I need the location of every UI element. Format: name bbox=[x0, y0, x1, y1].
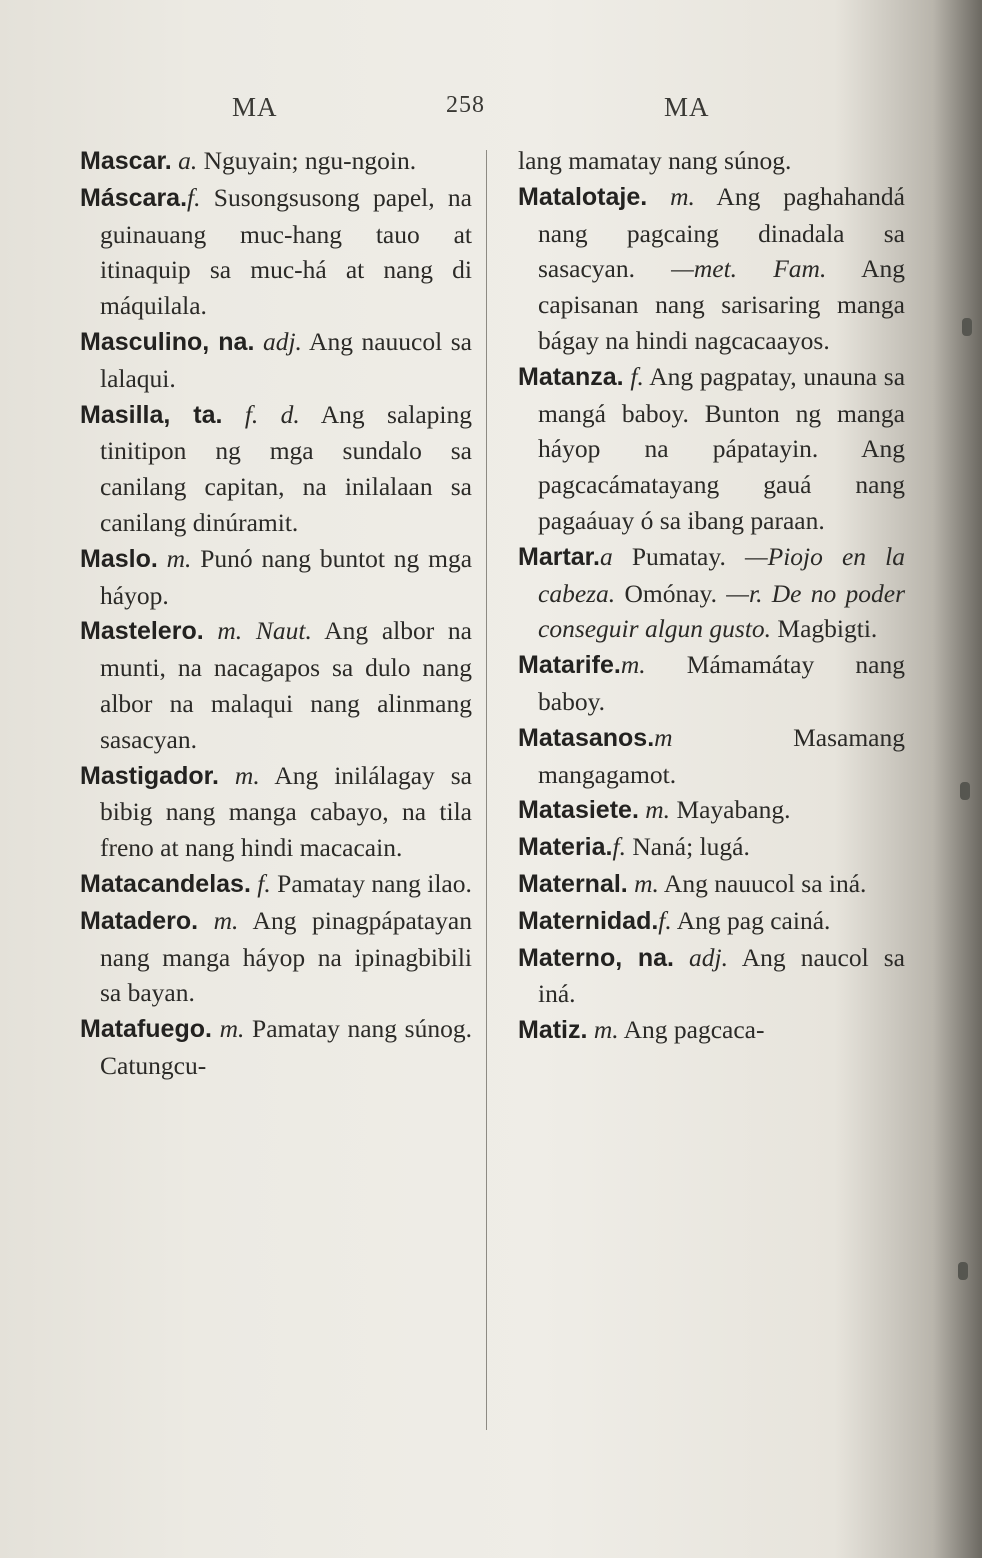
grammar-abbr: f. bbox=[257, 868, 271, 898]
grammar-abbr: m. bbox=[593, 1015, 619, 1045]
binding-mark bbox=[958, 1262, 968, 1280]
dictionary-entry bbox=[510, 359, 905, 539]
grammar-abbr: m. bbox=[166, 543, 192, 573]
grammar-abbr: a. bbox=[178, 146, 198, 175]
headword: Matasiete. bbox=[518, 796, 639, 825]
definition: Ang albor na munti, na nacagapos sa dulo nang albor na malaqui nang alinmang sasacyan. bbox=[100, 616, 472, 754]
definition: Mayabang. bbox=[676, 795, 791, 825]
grammar-abbr: —met. Fam. bbox=[671, 254, 827, 284]
dictionary-entry bbox=[510, 792, 905, 829]
grammar-abbr: m. bbox=[670, 181, 695, 211]
grammar-abbr: m. bbox=[219, 1014, 245, 1044]
page-number: 258 bbox=[446, 92, 485, 118]
dictionary-entry bbox=[510, 179, 905, 359]
binding-mark bbox=[962, 318, 972, 336]
grammar-abbr: —Piojo en la cabeza. bbox=[538, 541, 906, 608]
entry-continuation: lang mamatay nang súnog. bbox=[518, 146, 792, 175]
definition: Pumatay. bbox=[631, 541, 726, 571]
headword: Matalotaje. bbox=[518, 182, 648, 211]
grammar-abbr: f. d. bbox=[244, 399, 300, 429]
dictionary-entry bbox=[72, 324, 472, 397]
dictionary-entry bbox=[72, 866, 472, 903]
grammar-abbr: adj. bbox=[262, 326, 302, 356]
dictionary-entry bbox=[72, 541, 472, 614]
definition: Mámamátay nang baboy. bbox=[538, 650, 905, 716]
right-column bbox=[510, 143, 905, 1049]
definition: Ang paghahandá nang pagcaing dinadala sa sasacyan. bbox=[538, 181, 905, 284]
headword: Mastelero. bbox=[80, 617, 204, 646]
headword: Mascar. bbox=[80, 147, 172, 175]
headword: Masilla, ta. bbox=[80, 400, 223, 429]
definition: Susongsusong papel, na guinauang muc-hang tauo at itinaquip sa muc-há at nang di máquilala. bbox=[100, 182, 472, 321]
dictionary-entry bbox=[510, 866, 905, 903]
headword: Mastigador. bbox=[80, 761, 219, 790]
definition: Ang salaping tinitipon ng mga sundalo sa canilang capitan, na inilalaan sa canilang dinúramit. bbox=[100, 399, 472, 537]
dictionary-entry bbox=[510, 647, 905, 720]
definition: Punó nang buntot ng mga háyop. bbox=[100, 543, 473, 610]
definition: Magbigti. bbox=[777, 614, 878, 644]
grammar-abbr: m. bbox=[634, 868, 659, 898]
dictionary-entry bbox=[510, 903, 905, 940]
grammar-abbr: adj. bbox=[689, 942, 729, 972]
running-head-left: MA bbox=[232, 92, 278, 122]
headword: Masculino, na. bbox=[80, 327, 255, 356]
grammar-abbr: f. bbox=[630, 361, 644, 391]
grammar-abbr: m. bbox=[645, 795, 671, 825]
definition: Masamang mangagamot. bbox=[538, 722, 905, 789]
left-column bbox=[72, 143, 472, 1084]
definition: Ang inilálagay sa bibig nang manga cabayo, na tila freno at nang hindi macacain. bbox=[100, 760, 473, 863]
dictionary-entry bbox=[510, 940, 905, 1013]
headword: Materno, na. bbox=[518, 943, 674, 972]
definition: Naná; lugá. bbox=[632, 832, 750, 862]
definition: Ang pagpatay, unauna sa mangá baboy. Bunton ng manga háyop na pápatayin. Ang pagcacámatayang gauá nang pagaáuay ó sa ibang paraan. bbox=[538, 361, 906, 535]
headword: Matiz. bbox=[518, 1016, 588, 1045]
definition: Ang capisanan nang sarisaring manga bágay na hindi nagcacaayos. bbox=[538, 254, 906, 355]
dictionary-entry bbox=[72, 613, 472, 757]
dictionary-entry bbox=[510, 1012, 905, 1049]
headword: Martar. bbox=[518, 542, 600, 571]
grammar-abbr: —r. De no poder conseguir algun gusto. bbox=[538, 578, 906, 644]
definition: Nguyain; ngu-ngoin. bbox=[203, 146, 417, 175]
grammar-abbr: f. bbox=[658, 905, 672, 935]
definition: Ang pag cainá. bbox=[676, 905, 831, 935]
headword: Materia. bbox=[518, 833, 613, 862]
dictionary-entry bbox=[510, 539, 905, 647]
headword: Matarife. bbox=[518, 651, 621, 680]
definition: Pamatay nang súnog. Catungcu- bbox=[100, 1014, 472, 1080]
grammar-abbr: m bbox=[654, 722, 673, 752]
grammar-abbr: m. Naut. bbox=[217, 616, 312, 646]
dictionary-entry bbox=[72, 143, 472, 180]
definition: Ang naucol sa iná. bbox=[538, 942, 905, 1009]
dictionary-entry bbox=[72, 758, 472, 866]
definition: Ang pagcaca- bbox=[623, 1015, 765, 1045]
dictionary-entry bbox=[72, 180, 472, 324]
definition: Ang nauucol sa iná. bbox=[663, 868, 867, 898]
dictionary-entry bbox=[72, 1011, 472, 1084]
headword: Matanza. bbox=[518, 362, 624, 391]
headword: Maslo. bbox=[80, 544, 158, 573]
headword: Matasanos. bbox=[518, 723, 655, 752]
grammar-abbr: m. bbox=[213, 905, 239, 935]
definition: Ang nauucol sa lalaqui. bbox=[100, 326, 472, 393]
headword: Maternal. bbox=[518, 869, 628, 898]
headword: Máscara. bbox=[80, 183, 188, 212]
running-head-right: MA bbox=[664, 92, 710, 122]
grammar-abbr: m. bbox=[620, 650, 646, 680]
headword: Matadero. bbox=[80, 906, 199, 935]
grammar-abbr: a bbox=[599, 541, 613, 571]
column-divider bbox=[486, 150, 487, 1430]
dictionary-entry bbox=[510, 829, 905, 866]
grammar-abbr: f. bbox=[187, 182, 201, 212]
grammar-abbr: f. bbox=[612, 832, 626, 862]
definition: Ang pinagpápatayan nang manga háyop na ipinagbibili sa bayan. bbox=[100, 905, 472, 1008]
binding-mark bbox=[960, 782, 970, 800]
headword: Matafuego. bbox=[80, 1015, 212, 1044]
dictionary-entry bbox=[72, 903, 472, 1011]
grammar-abbr: m. bbox=[234, 760, 260, 790]
definition: Pamatay nang ilao. bbox=[277, 868, 472, 898]
headword: Maternidad. bbox=[518, 906, 659, 935]
headword: Matacandelas. bbox=[80, 869, 251, 898]
dictionary-entry bbox=[72, 397, 472, 541]
dictionary-entry bbox=[510, 720, 905, 793]
definition: Omónay. bbox=[624, 578, 718, 608]
